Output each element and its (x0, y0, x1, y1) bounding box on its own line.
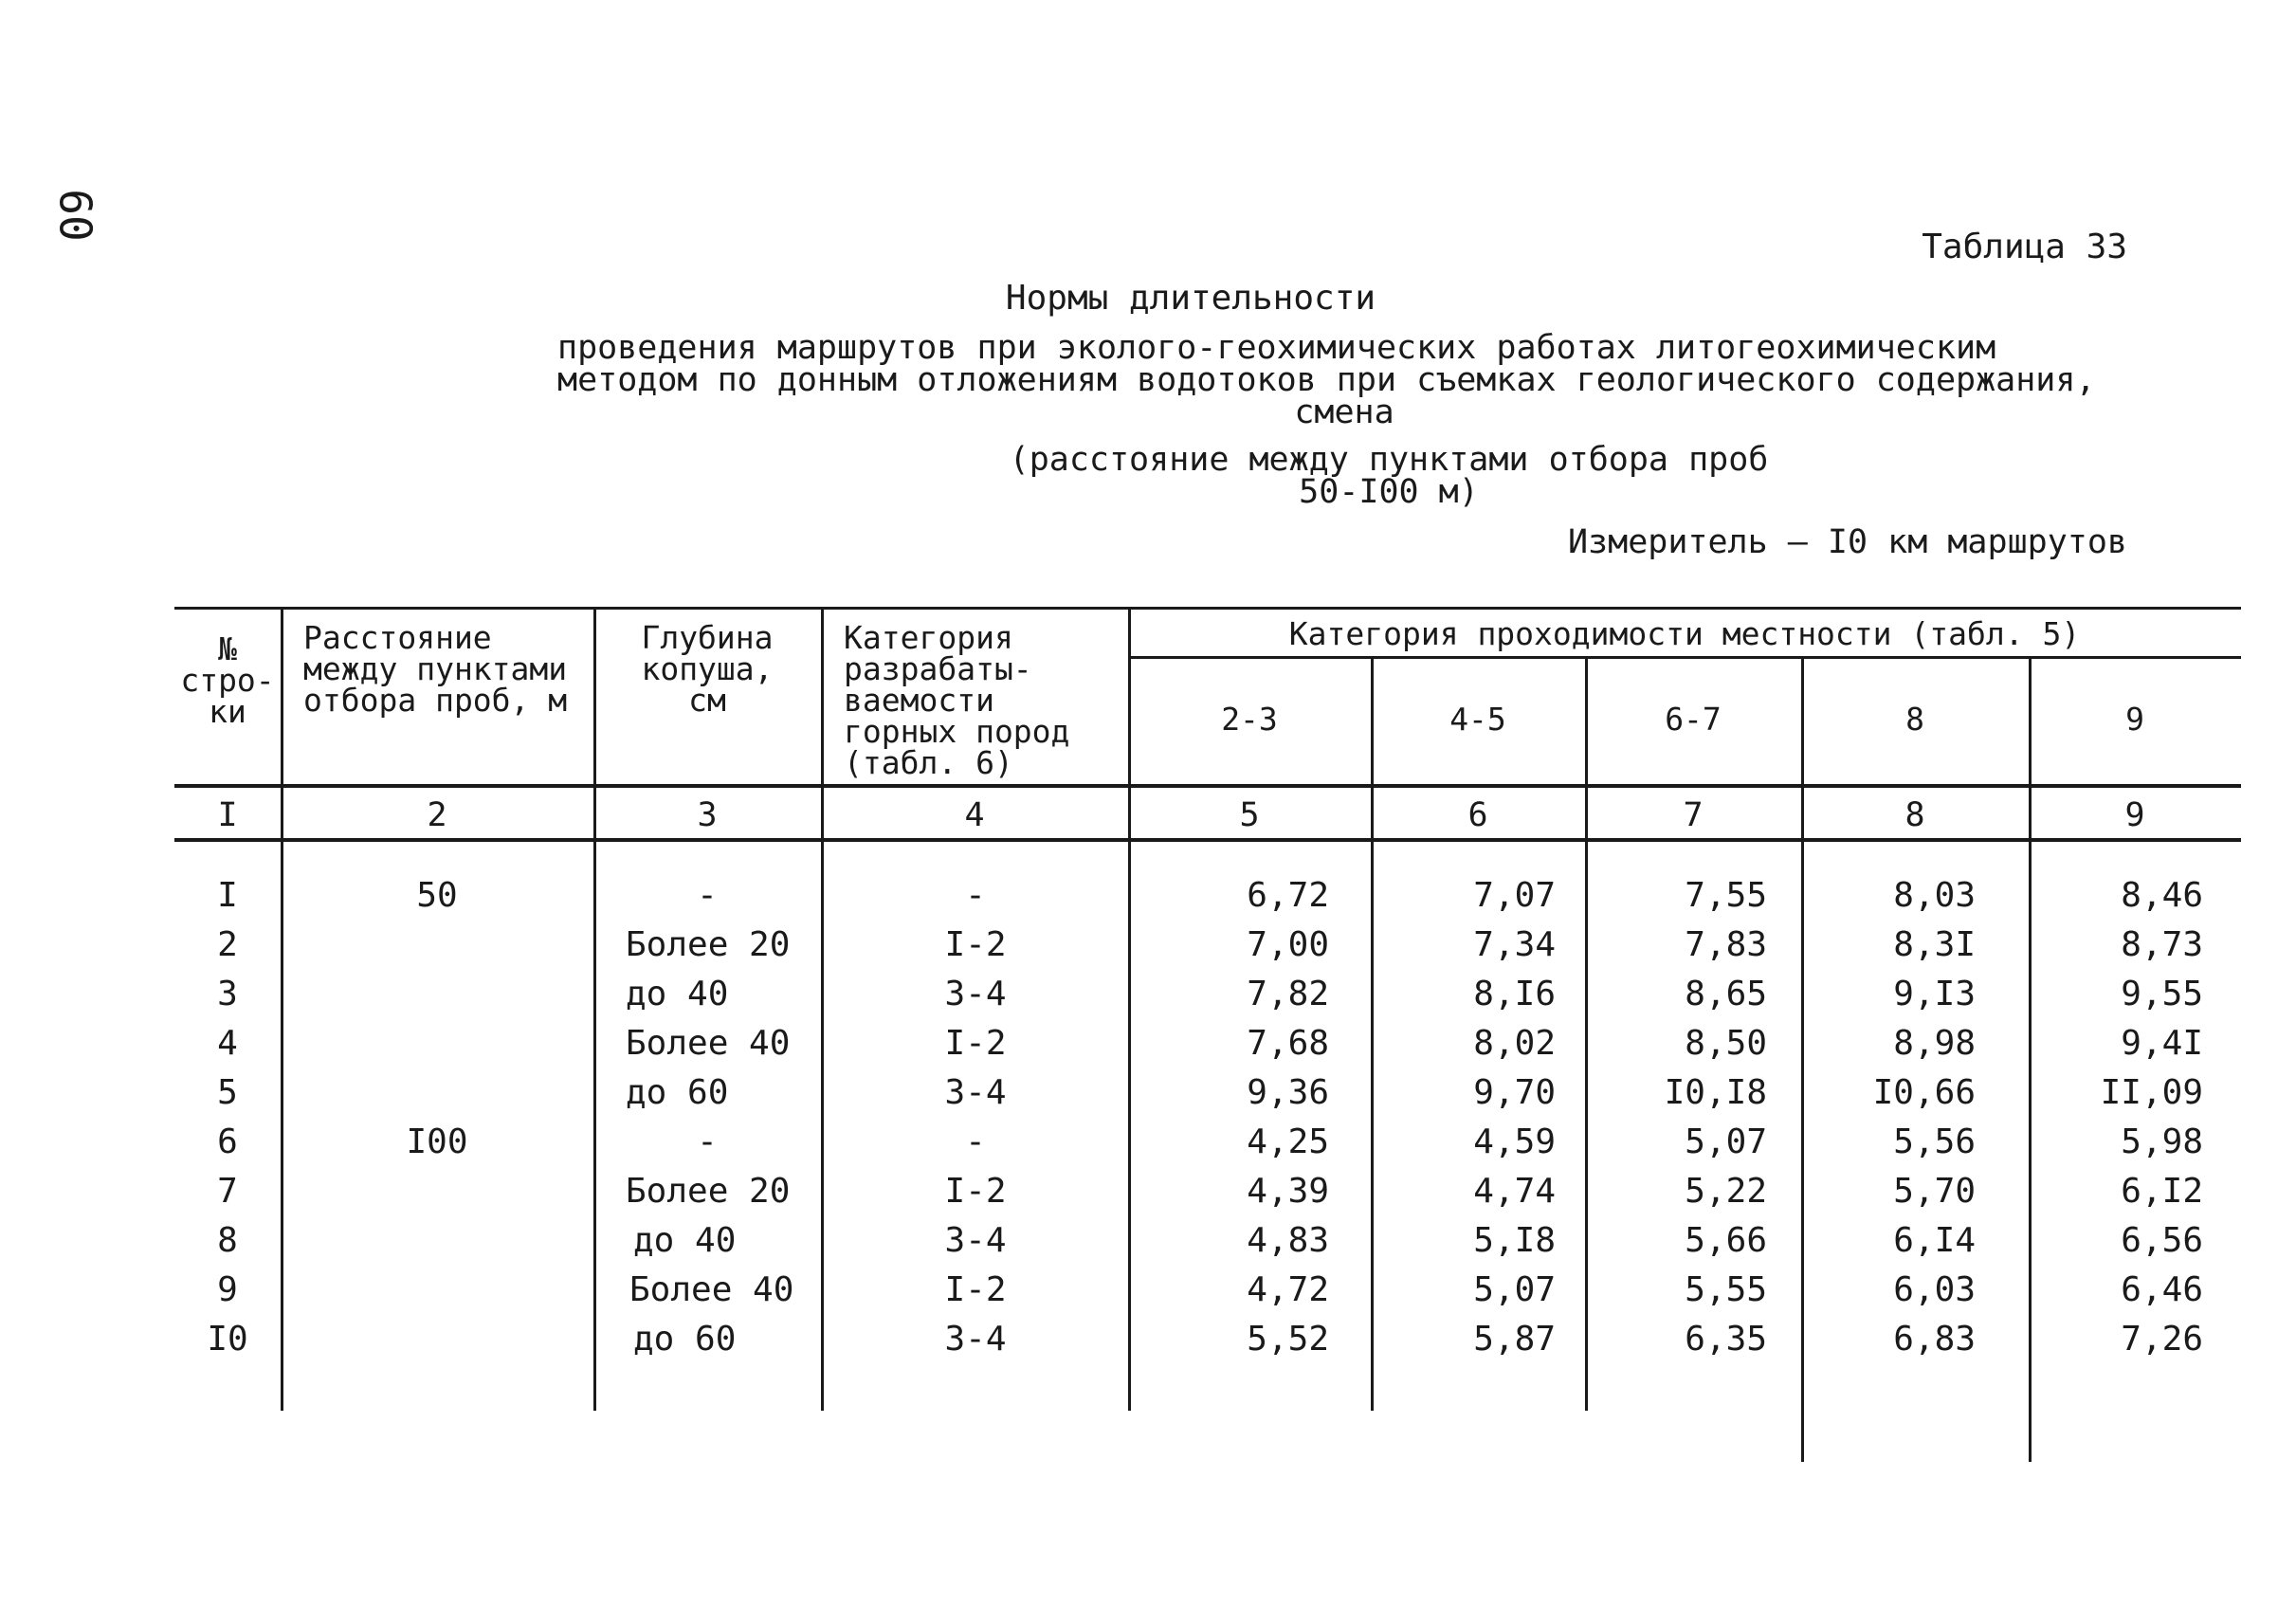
norm-value: 5,22 (1685, 1172, 1767, 1211)
depth-value: - (697, 876, 718, 915)
category-value: I-2 (944, 1270, 1007, 1309)
norm-value: 5,55 (1685, 1270, 1767, 1309)
norm-value: 8,3I (1893, 925, 1976, 964)
norm-value: 5,70 (1893, 1172, 1976, 1211)
norm-value: 7,07 (1473, 876, 1556, 915)
distance-note-line-1: (расстояние между пунктами отбора проб (1009, 441, 1769, 479)
header-rock-category (844, 619, 1070, 781)
header-text: горных пород (844, 713, 1070, 750)
norm-value: 7,00 (1247, 925, 1329, 964)
norm-value: 4,83 (1247, 1221, 1329, 1260)
document-title: Нормы длительности (1005, 279, 1376, 318)
norm-value: 9,55 (2121, 975, 2203, 1013)
header-text: Глубина (641, 619, 774, 656)
norm-value: I0,66 (1872, 1073, 1976, 1112)
row-number: 5 (217, 1073, 238, 1112)
table-row (174, 1172, 2241, 1221)
norm-value: 6,83 (1893, 1320, 1976, 1359)
subtitle-line-1: проведения маршрутов при эколого-геохимических работах литогеохимическим (557, 329, 1996, 367)
row-number: 7 (217, 1172, 238, 1211)
measure-unit: Измеритель – I0 км маршрутов (1567, 523, 2127, 561)
norm-value: 8,73 (2121, 925, 2203, 964)
table-row (174, 1320, 2241, 1369)
norm-value: 8,65 (1685, 975, 1767, 1013)
norm-value: 7,82 (1247, 975, 1329, 1013)
header-text: между пунктами (303, 650, 568, 687)
column-number-rule (174, 838, 2241, 842)
table-row (174, 1221, 2241, 1270)
norm-value: 8,I6 (1473, 975, 1556, 1013)
row-number: I (217, 876, 238, 915)
header-passability: Категория проходимости местности (табл. 5) (1288, 615, 2081, 652)
norm-value: 4,39 (1247, 1172, 1329, 1211)
header-text: Категория (844, 619, 1013, 656)
table-row (174, 1122, 2241, 1172)
column-number: 5 (1239, 796, 1260, 834)
passability-col-header: 9 (2125, 701, 2144, 738)
header-depth (593, 619, 821, 719)
depth-value: до 60 (633, 1320, 737, 1359)
header-distance (303, 619, 568, 719)
passability-col-header: 4-5 (1449, 701, 1506, 738)
norm-value: 5,98 (2121, 1122, 2203, 1161)
norm-value: 6,I2 (2121, 1172, 2203, 1211)
norm-value: 5,66 (1685, 1221, 1767, 1260)
header-text: стро- (180, 662, 275, 699)
norm-value: I0,I8 (1664, 1073, 1767, 1112)
table-label: Таблица 33 (1922, 228, 2127, 266)
category-value: - (965, 1122, 986, 1161)
norm-value: 4,25 (1247, 1122, 1329, 1161)
norm-value: 6,46 (2121, 1270, 2203, 1309)
norm-value: 6,03 (1893, 1270, 1976, 1309)
norm-value: 5,87 (1473, 1320, 1556, 1359)
norm-value: 6,35 (1685, 1320, 1767, 1359)
category-value: I-2 (944, 1172, 1007, 1211)
header-text: (табл. 6) (844, 744, 1013, 781)
passability-col-header: 6-7 (1665, 701, 1722, 738)
norm-value: 5,07 (1473, 1270, 1556, 1309)
norm-value: 8,03 (1893, 876, 1976, 915)
norm-value: 8,46 (2121, 876, 2203, 915)
norm-value: II,09 (2100, 1073, 2203, 1112)
header-text: № (218, 630, 237, 667)
passability-header-rule (1128, 656, 2241, 659)
distance-value: I00 (406, 1122, 468, 1161)
norm-value: 8,50 (1685, 1024, 1767, 1063)
norm-value: 7,26 (2121, 1320, 2203, 1359)
category-value: 3-4 (944, 1221, 1007, 1260)
category-value: 3-4 (944, 1320, 1007, 1359)
norm-value: 7,83 (1685, 925, 1767, 964)
norm-value: 4,59 (1473, 1122, 1556, 1161)
header-text: копуша, (641, 650, 774, 687)
depth-value: Более 40 (626, 1024, 791, 1063)
depth-value: до 60 (626, 1073, 729, 1112)
category-value: - (965, 876, 986, 915)
column-number: 2 (427, 796, 447, 834)
table-top-rule (174, 607, 2241, 610)
column-number: 8 (1904, 796, 1925, 834)
column-number: I (217, 796, 238, 834)
table-row (174, 925, 2241, 975)
column-number: 4 (964, 796, 985, 834)
norm-value: 6,72 (1247, 876, 1329, 915)
table-row (174, 1073, 2241, 1122)
depth-value: Более 20 (626, 925, 791, 964)
column-number: 9 (2124, 796, 2145, 834)
norm-value: 4,72 (1247, 1270, 1329, 1309)
row-number: 9 (217, 1270, 238, 1309)
norm-table (174, 607, 2241, 1413)
header-text: Расстояние (303, 619, 492, 656)
norm-value: 9,70 (1473, 1073, 1556, 1112)
norm-value: 5,07 (1685, 1122, 1767, 1161)
norm-value: 8,98 (1893, 1024, 1976, 1063)
document-subtitle (557, 329, 2112, 431)
distance-note (995, 441, 1782, 511)
table-row (174, 975, 2241, 1024)
distance-value: 50 (416, 876, 458, 915)
column-number: 3 (697, 796, 718, 834)
norm-value: 7,68 (1247, 1024, 1329, 1063)
norm-value: 9,36 (1247, 1073, 1329, 1112)
category-value: 3-4 (944, 1073, 1007, 1112)
subtitle-line-2: методом по донным отложениям водотоков при съемках геологического содержания, (557, 361, 2096, 399)
depth-value: - (697, 1122, 718, 1161)
passability-col-header: 8 (1905, 701, 1924, 738)
category-value: I-2 (944, 925, 1007, 964)
norm-value: 7,34 (1473, 925, 1556, 964)
header-text: см (688, 682, 726, 719)
passability-col-header: 2-3 (1221, 701, 1278, 738)
norm-value: 5,52 (1247, 1320, 1329, 1359)
row-number: I0 (207, 1320, 248, 1359)
table-row (174, 1024, 2241, 1073)
page-number: 60 (49, 189, 101, 242)
norm-value: 8,02 (1473, 1024, 1556, 1063)
distance-note-line-2: 50-I00 м) (1299, 473, 1479, 511)
norm-value: 9,4I (2121, 1024, 2203, 1063)
table-row (174, 1270, 2241, 1320)
category-value: 3-4 (944, 975, 1007, 1013)
norm-value: 6,I4 (1893, 1221, 1976, 1260)
header-text: ки (209, 693, 246, 730)
header-text: ваемости (844, 682, 994, 719)
depth-value: Более 20 (626, 1172, 791, 1211)
norm-value: 9,I3 (1893, 975, 1976, 1013)
norm-value: 5,56 (1893, 1122, 1976, 1161)
row-number: 3 (217, 975, 238, 1013)
column-number: 6 (1467, 796, 1488, 834)
row-number: 4 (217, 1024, 238, 1063)
header-row-number (174, 630, 281, 730)
depth-value: Более 40 (629, 1270, 794, 1309)
row-number: 8 (217, 1221, 238, 1260)
subtitle-line-3: смена (1294, 393, 1394, 431)
row-number: 2 (217, 925, 238, 964)
row-number: 6 (217, 1122, 238, 1161)
depth-value: до 40 (626, 975, 729, 1013)
header-text: отбора проб, м (303, 682, 568, 719)
header-text: разрабаты- (844, 650, 1032, 687)
column-number: 7 (1683, 796, 1704, 834)
header-bottom-rule (174, 784, 2241, 788)
norm-value: 6,56 (2121, 1221, 2203, 1260)
norm-value: 5,I8 (1473, 1221, 1556, 1260)
depth-value: до 40 (633, 1221, 737, 1260)
category-value: I-2 (944, 1024, 1007, 1063)
norm-value: 7,55 (1685, 876, 1767, 915)
table-row (174, 876, 2241, 925)
norm-value: 4,74 (1473, 1172, 1556, 1211)
